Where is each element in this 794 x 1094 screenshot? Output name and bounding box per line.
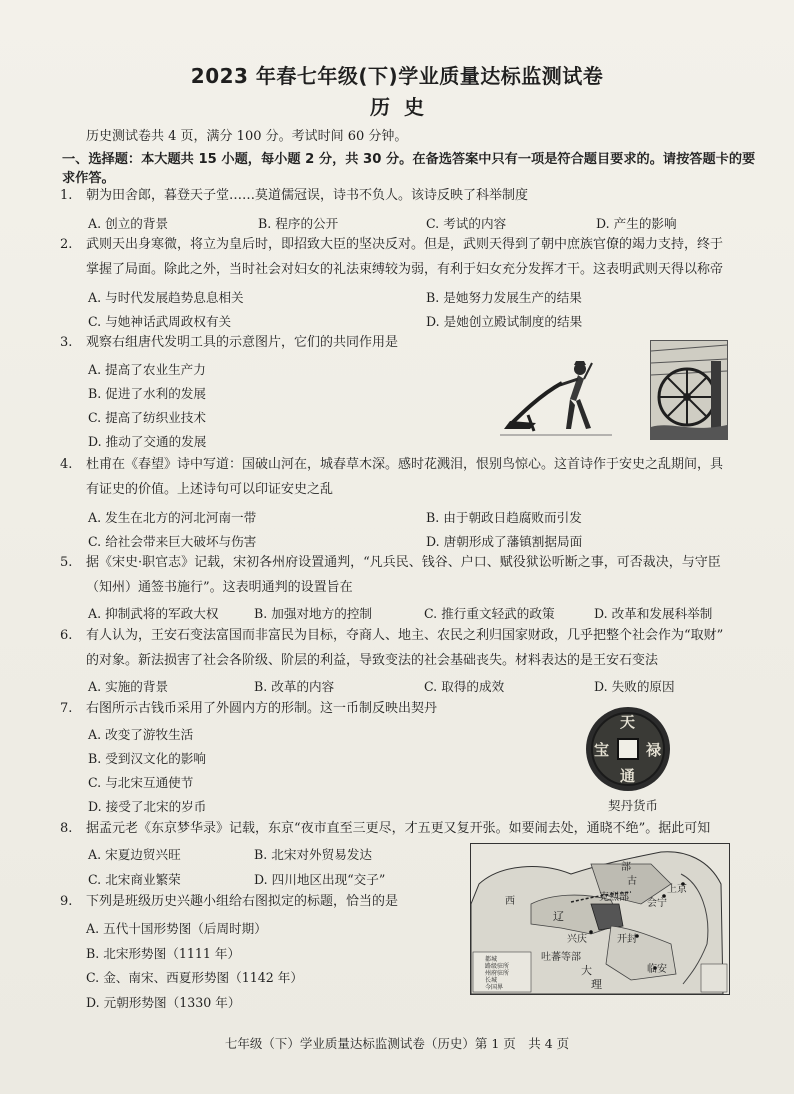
option-c[interactable]: C. 考试的内容 <box>426 216 507 231</box>
question-text: 武则天出身寒微，将立为皇后时，即招致大臣的坚决反对。但是，武则天得到了朝中庶族官僚的竭力支持，终于 <box>86 237 724 252</box>
coin-char-top: 天 <box>620 713 636 731</box>
subject-title: 历史 <box>370 95 438 119</box>
question-text: 右图所示古钱币采用了外圆内方的形制。这一币制反映出契丹 <box>86 701 438 716</box>
option-b[interactable]: B. 是她努力发展生产的结果 <box>426 290 582 305</box>
option-c[interactable]: C. 与北宋互通使节 <box>88 775 194 790</box>
map-label: 理 <box>591 978 602 991</box>
question-number: 6. <box>60 628 73 643</box>
map-label: 大 <box>581 964 592 977</box>
historical-map <box>470 843 730 995</box>
option-a[interactable]: A. 抑制武将的军政大权 <box>88 606 219 621</box>
option-b[interactable]: B. 改革的内容 <box>254 679 335 694</box>
map-label: 克烈部 <box>599 892 629 903</box>
map-label: 兴庆 <box>567 934 587 945</box>
option-d[interactable]: D. 推动了交通的发展 <box>88 434 207 449</box>
option-a[interactable]: A. 创立的背景 <box>88 216 169 231</box>
section-heading: 一、选择题：本大题共 15 小题，每小题 2 分，共 30 分。在备选答案中只有一项是符合题目要求的。请按答题卡的要求作答。 <box>62 152 756 186</box>
question-number: 1. <box>60 188 73 203</box>
map-label: 会宁 <box>647 898 667 909</box>
map-label: 临安 <box>647 964 667 975</box>
option-c[interactable]: C. 提高了纺织业技术 <box>88 410 206 425</box>
question-text: 的对象。新法损害了社会各阶级、阶层的利益，导致变法的社会基础丧失。材料表达的是王安石变法 <box>86 653 659 668</box>
legend-item: 路级驻所 <box>485 963 510 970</box>
map-label: 部 <box>621 862 631 873</box>
option-b[interactable]: B. 北宋形势图（1111 年） <box>86 946 241 961</box>
option-c[interactable]: C. 金、南宋、西夏形势图（1142 年） <box>86 970 303 985</box>
map-label: 西 <box>505 896 515 907</box>
question-text: 杜甫在《春望》诗中写道：国破山河在，城春草木深。感时花溅泪，恨别鸟惊心。这首诗作于安史之乱期间，具 <box>86 457 724 472</box>
water-wheel-icon <box>651 341 727 439</box>
legend-item: 州府驻所 <box>485 970 510 977</box>
coin-caption: 契丹货币 <box>608 798 659 813</box>
option-d[interactable]: D. 唐朝形成了藩镇割据局面 <box>426 534 583 549</box>
option-c[interactable]: C. 给社会带来巨大破坏与伤害 <box>88 534 257 549</box>
map-label: 开封 <box>617 934 637 945</box>
question-text: 有证史的价值。上述诗句可以印证安史之乱 <box>86 482 334 497</box>
option-a[interactable]: A. 与时代发展趋势息息相关 <box>88 290 244 305</box>
option-c[interactable]: C. 北宋商业繁荣 <box>88 872 181 887</box>
plowing-farmer-icon <box>500 355 612 445</box>
option-a[interactable]: A. 提高了农业生产力 <box>88 362 206 377</box>
question-number: 2. <box>60 237 73 252</box>
option-a[interactable]: A. 改变了游牧生活 <box>88 727 194 742</box>
question-number: 7. <box>60 701 73 716</box>
water-wheel-figure <box>650 340 728 440</box>
question-number: 8. <box>60 821 73 836</box>
question-text: 观察右组唐代发明工具的示意图片，它们的共同作用是 <box>86 335 399 350</box>
legend-item: 今国界 <box>485 984 504 991</box>
question-text: 朝为田舍郎，暮登天子堂……莫道儒冠误，诗书不负人。该诗反映了科举制度 <box>86 188 529 203</box>
khitan-coin-figure <box>580 705 678 795</box>
option-d[interactable]: D. 是她创立殿试制度的结果 <box>426 314 583 329</box>
option-b[interactable]: B. 促进了水利的发展 <box>88 386 207 401</box>
option-d[interactable]: D. 失败的原因 <box>594 679 675 694</box>
option-d[interactable]: D. 产生的影响 <box>596 216 677 231</box>
question-text: 掌握了局面。除此之外，当时社会对妇女的礼法束缚较为弱，有利于妇女充分发挥才干。这表明武则天得以称帝 <box>86 262 724 277</box>
option-b[interactable]: B. 受到汉文化的影响 <box>88 751 207 766</box>
option-d[interactable]: D. 接受了北宋的岁币 <box>88 799 207 814</box>
map-outline-icon <box>471 844 729 994</box>
map-label: 古 <box>627 876 637 887</box>
option-b[interactable]: B. 北宋对外贸易发达 <box>254 847 373 862</box>
option-c[interactable]: C. 取得的成效 <box>424 679 505 694</box>
curved-plow-figure <box>500 355 612 445</box>
page-footer: 七年级（下）学业质量达标监测试卷（历史）第 1 页 共 4 页 <box>224 1036 570 1051</box>
option-d[interactable]: D. 改革和发展科举制 <box>594 606 713 621</box>
map-label: 上京 <box>667 884 687 895</box>
coin-char-left: 宝 <box>594 741 610 759</box>
legend-item: 都城 <box>485 956 498 963</box>
option-b[interactable]: B. 程序的公开 <box>258 216 339 231</box>
question-text: 下列是班级历史兴趣小组给右图拟定的标题，恰当的是 <box>86 894 399 909</box>
question-text: 据《宋史·职官志》记载，宋初各州府设置通判，“凡兵民、钱谷、户口、赋役狱讼听断之事，可否裁决，与守臣 <box>86 555 721 570</box>
coin-char-right: 禄 <box>646 741 662 759</box>
question-text: 有人认为，王安石变法富国而非富民为目标，夺商人、地主、农民之利归国家财政，几乎把整个社会作为“取财” <box>86 628 724 643</box>
question-text: 据孟元老《东京梦华录》记载，东京“夜市直至三更尽，才五更又复开张。如要闹去处，通晓不绝”。据此可知 <box>86 821 711 836</box>
exam-info: 历史测试卷共 4 页，满分 100 分。考试时间 60 分钟。 <box>86 129 408 144</box>
option-c[interactable]: C. 推行重文轻武的政策 <box>424 606 555 621</box>
coin-char-bottom: 通 <box>620 767 636 785</box>
option-a[interactable]: A. 实施的背景 <box>88 679 169 694</box>
option-b[interactable]: B. 由于朝政日趋腐败而引发 <box>426 510 582 525</box>
option-b[interactable]: B. 加强对地方的控制 <box>254 606 373 621</box>
option-c[interactable]: C. 与她神话武周政权有关 <box>88 314 232 329</box>
question-number: 5. <box>60 555 73 570</box>
map-label: 辽 <box>553 910 564 923</box>
legend-item: 长城 <box>485 977 498 984</box>
question-number: 3. <box>60 335 73 350</box>
exam-title: 2023 年春七年级(下)学业质量达标监测试卷 <box>190 64 604 88</box>
option-a[interactable]: A. 五代十国形势图（后周时期） <box>86 921 267 936</box>
question-number: 9. <box>60 894 73 909</box>
map-label: 吐蕃等部 <box>541 952 581 963</box>
question-number: 4. <box>60 457 73 472</box>
option-a[interactable]: A. 发生在北方的河北河南一带 <box>88 510 257 525</box>
option-d[interactable]: D. 四川地区出现“交子” <box>254 872 386 887</box>
option-d[interactable]: D. 元朝形势图（1330 年） <box>86 995 241 1010</box>
option-a[interactable]: A. 宋夏边贸兴旺 <box>88 847 181 862</box>
question-text: （知州）通签书施行”。这表明通判的设置旨在 <box>86 580 353 595</box>
